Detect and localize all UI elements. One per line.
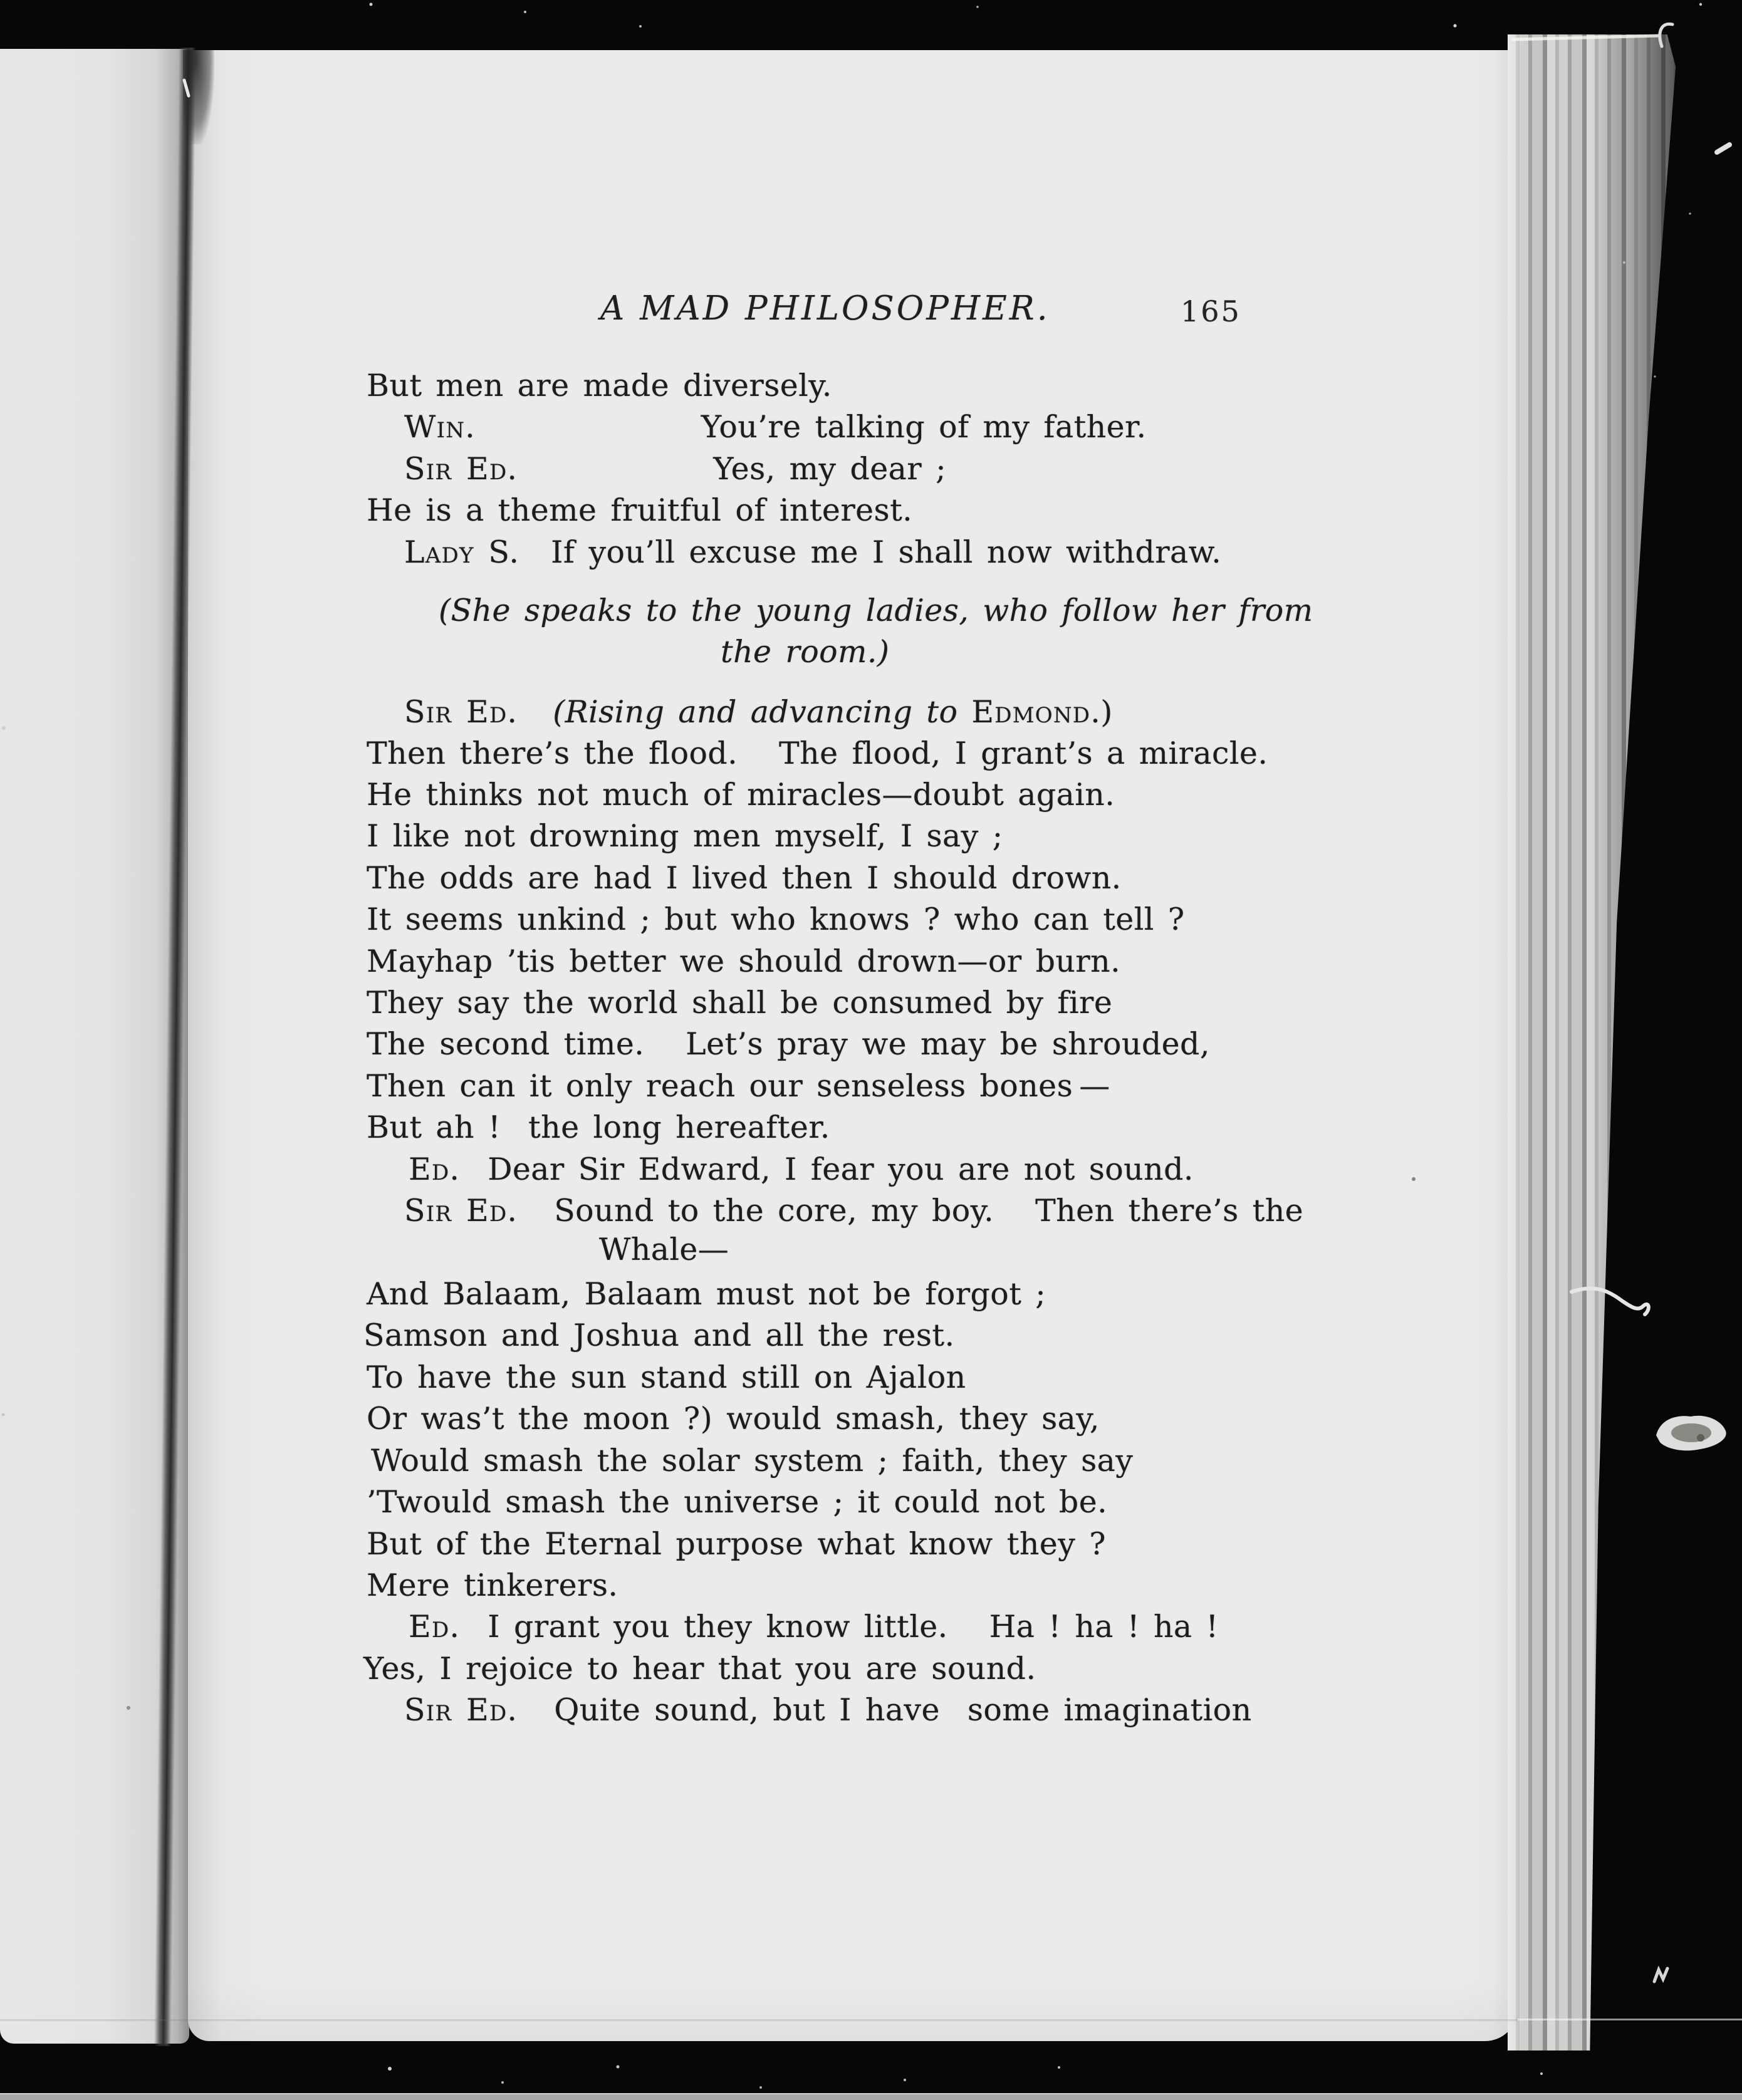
text-line: [367, 1567, 618, 1603]
text-line: [409, 1151, 1194, 1187]
text-line: [367, 1276, 1046, 1312]
speaker-name: Win.: [404, 409, 476, 445]
text-line: [367, 738, 1268, 769]
line-text: I grant you they know little. Ha ! ha ! ha !: [488, 1609, 1219, 1645]
text-line: [367, 1026, 1210, 1062]
line-text: But ah ! the long hereafter.: [367, 1110, 830, 1145]
text-line: [363, 1651, 1036, 1687]
line-text: (Rising and advancing to: [553, 694, 972, 730]
text-line: [367, 370, 832, 401]
line-text: Mayhap ’tis better we should drown—or burn.: [367, 943, 1121, 979]
line-text: You’re talking of my father.: [701, 409, 1147, 445]
line-text: Mere tinkerers.: [367, 1567, 618, 1603]
text-line: [439, 595, 1313, 626]
text-line: [367, 777, 1115, 813]
text-line: [363, 1320, 954, 1351]
page-number: 165: [1181, 294, 1241, 328]
text-line: [367, 943, 1121, 979]
text-line: [367, 985, 1113, 1021]
text-line: [367, 1112, 830, 1143]
text-line: [404, 1692, 1252, 1728]
speaker-name: Sir Ed.: [404, 1193, 518, 1229]
line-text: Or was’t the moon ?) would smash, they say,: [367, 1401, 1100, 1437]
speaker-name: Ed.: [409, 1609, 461, 1645]
text-line: [367, 904, 1185, 935]
text-line: [367, 1068, 1110, 1104]
text-line: [367, 1359, 966, 1395]
line-text: And Balaam, Balaam must not be forgot ;: [367, 1276, 1046, 1312]
speaker-name: Edmond: [971, 694, 1091, 730]
text-line: [367, 1401, 1100, 1437]
line-text: But of the Eternal purpose what know they ?: [367, 1526, 1106, 1562]
speaker-name: Sir Ed.: [404, 451, 518, 487]
line-text: Quite sound, but I have some imagination: [554, 1692, 1252, 1728]
line-text: It seems unkind ; but who knows ? who can tell ?: [367, 902, 1185, 937]
speaker-name: Lady S.: [404, 534, 520, 570]
text-line: [404, 1193, 1304, 1229]
line-text: Whale—: [599, 1232, 729, 1267]
text-line: [599, 1234, 729, 1265]
line-text: Would smash the solar system ; faith, they say: [371, 1443, 1134, 1479]
line-text: The second time. Let’s pray we may be shrouded,: [367, 1026, 1210, 1062]
line-text: Yes, my dear ;: [713, 451, 946, 487]
line-text: Then can it only reach our senseless bones —: [367, 1068, 1110, 1104]
text-line: [367, 818, 1003, 854]
line-text: They say the world shall be consumed by fire: [367, 985, 1113, 1021]
text-line: [721, 634, 890, 670]
text-line: [367, 1484, 1108, 1520]
line-text: Then there’s the flood. The flood, I grant’s a miracle.: [367, 736, 1268, 771]
line-text: If you’ll excuse me I shall now withdraw.: [551, 534, 1222, 570]
text-line: [367, 1526, 1106, 1562]
text-line: [367, 492, 913, 528]
line-text: (She speaks to the young ladies, who follow her from: [439, 593, 1313, 628]
text-line: [404, 451, 946, 487]
line-text: Sound to the core, my boy. Then there’s the: [554, 1193, 1304, 1229]
text-line: [404, 534, 1222, 570]
text-line: [371, 1443, 1134, 1479]
line-text: Dear Sir Edward, I fear you are not sound.: [488, 1151, 1194, 1187]
speaker-name: Sir Ed.: [404, 1692, 518, 1728]
speaker-name: Ed.: [409, 1151, 461, 1187]
line-text: ’Twould smash the universe ; it could not be.: [367, 1484, 1108, 1520]
line-text: The odds are had I lived then I should drown.: [367, 860, 1122, 896]
text-line: [404, 409, 1147, 445]
line-text: To have the sun stand still on Ajalon: [367, 1359, 966, 1395]
speaker-name: Sir Ed.: [404, 694, 518, 730]
running-header-title: A MAD PHILOSOPHER.: [600, 289, 1050, 328]
line-text: the room.): [721, 634, 890, 670]
line-text: .): [1090, 694, 1113, 730]
text-line: [409, 1609, 1219, 1645]
line-text: Samson and Joshua and all the rest.: [363, 1318, 955, 1353]
line-text: But men are made diversely.: [367, 368, 832, 403]
line-text: He is a theme fruitful of interest.: [367, 492, 913, 528]
line-text: Yes, I rejoice to hear that you are sound.: [363, 1651, 1036, 1687]
text-line: [404, 694, 1113, 730]
line-text: He thinks not much of miracles—doubt again.: [367, 777, 1115, 813]
line-text: I like not drowning men myself, I say ;: [367, 818, 1003, 854]
text-line: [367, 860, 1122, 896]
